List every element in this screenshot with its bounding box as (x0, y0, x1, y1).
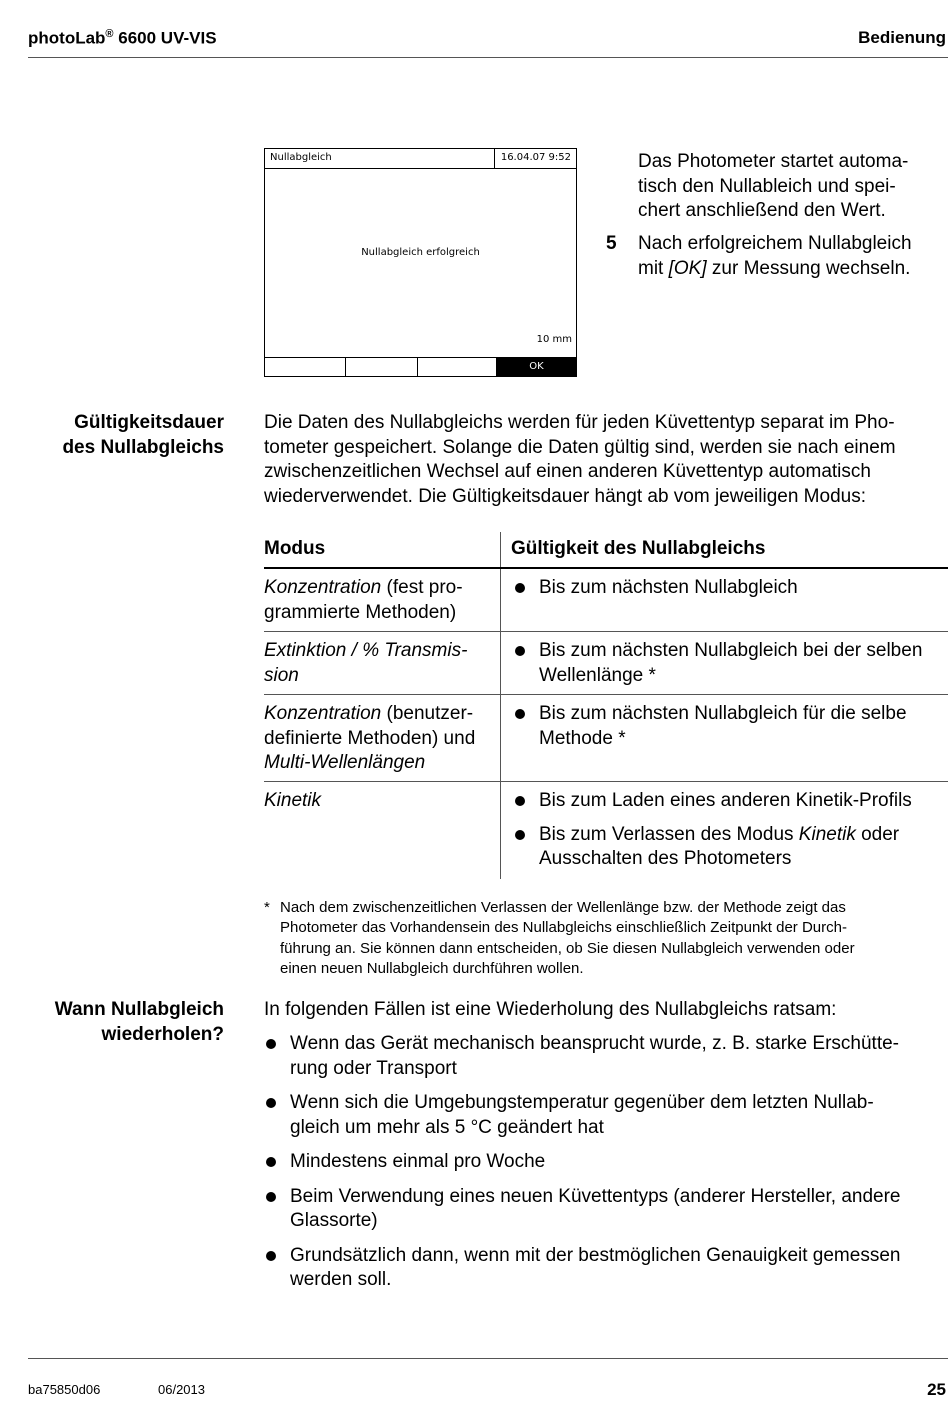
repeat-intro: In folgenden Fällen ist eine Wiederholung des Nullabgleichs ratsam: (264, 999, 837, 1020)
list-item: Mindestens einmal pro Woche (264, 1150, 948, 1175)
row-mode: Extinktion / % Transmis- sion (264, 640, 468, 686)
screen-softkeys (265, 357, 576, 376)
row-mode: Konzentration (fest pro- grammierte Methoden) (264, 577, 463, 623)
header-divider (28, 57, 948, 58)
step-number: 5 (606, 233, 617, 254)
repeat-list (264, 1032, 948, 1303)
table-footnote: * Nach dem zwischenzeitlichen Verlassen der Wellenlänge bzw. der Methode zeigt das Photometer das Vorhandensein des Nullabgleichs einschließlich Zeitpunkt der Durch- führung an. Sie können dann entscheiden, ob Sie diesen Nullabgleich verwenden oder einen neuen Nullabgleich durchführen wollen. (264, 899, 855, 977)
bullet-icon (515, 709, 525, 719)
header-product: photoLab® 6600 UV-VIS (28, 28, 217, 48)
row-mode: Kinetik (264, 790, 322, 811)
validity-paragraph: Die Daten des Nullabgleichs werden für jeden Küvettentyp separat im Pho- tometer gespeichert. Solange die Daten gültig sind, werden sie nach einem zwischenzeitlichen Wechsel auf einen anderen Küvettentyp automatisch wiederverwendet. Die Gültigkeitsdauer hängt ab vom jeweiligen Modus: (264, 412, 896, 507)
footer-date: 06/2013 (158, 1382, 205, 1397)
screen-datetime: 16.04.07 9:52 (494, 149, 576, 169)
step-intro: Das Photometer startet automa- tisch den Nullableich und spei- chert anschließend den Wert. (638, 151, 909, 221)
bullet-icon (266, 1098, 276, 1108)
footer-divider (28, 1358, 948, 1359)
table-row: Konzentration (benutzer- definierte Methoden) und Multi-Wellenlängen Bis zum nächsten Nullabgleich für die selbe Methode * (264, 695, 948, 782)
table-row: Konzentration (fest pro- grammierte Methoden) Bis zum nächsten Nullabgleich (264, 569, 948, 632)
col-header-mode: Modus (264, 538, 326, 559)
device-screen (264, 148, 577, 377)
col-header-validity: Gültigkeit des Nullabgleichs (500, 532, 948, 569)
bullet-icon (515, 830, 525, 840)
page-number: 25 (927, 1380, 946, 1399)
screen-message: Nullabgleich erfolgreich (361, 247, 480, 258)
list-item: Beim Verwendung eines neuen Küvettentyps (anderer Hersteller, andere Glassorte) (264, 1185, 948, 1234)
table-row: Kinetik Bis zum Laden eines anderen Kinetik-Profils Bis zum Verlassen des Modus Kinetik oder Ausschalten des Photometers (264, 782, 948, 879)
header-section: Bedienung (858, 28, 946, 47)
screen-title: Nullabgleich (265, 149, 494, 169)
list-item: Grundsätzlich dann, wenn mit der bestmöglichen Genauigkeit gemessen werden soll. (264, 1244, 948, 1293)
softkey-3 (418, 358, 497, 376)
bullet-icon (266, 1192, 276, 1202)
bullet-icon (515, 796, 525, 806)
bullet-icon (266, 1251, 276, 1261)
table-row: Extinktion / % Transmis- sion Bis zum nächsten Nullabgleich bei der selben Wellenlänge * (264, 632, 948, 695)
bullet-icon (266, 1157, 276, 1167)
side-heading-validity: Gültigkeitsdauer des Nullabgleichs (62, 412, 224, 458)
list-item: Wenn das Gerät mechanisch beansprucht wurde, z. B. starke Erschütte- rung oder Transport (264, 1032, 948, 1081)
bullet-icon (515, 646, 525, 656)
table-header-row (264, 532, 948, 569)
bullet-icon (266, 1039, 276, 1049)
step-5-text: Nach erfolgreichem Nullabgleich mit [OK] zur Messung wechseln. (638, 233, 912, 279)
bullet-icon (515, 583, 525, 593)
footer-doc-id: ba75850d06 (28, 1382, 101, 1397)
softkey-1 (265, 358, 346, 376)
screen-cuvette: 10 mm (536, 334, 572, 345)
softkey-ok: OK (497, 358, 576, 376)
validity-table (264, 532, 948, 879)
softkey-2 (346, 358, 418, 376)
row-mode: Konzentration (benutzer- definierte Methoden) und Multi-Wellenlängen (264, 703, 476, 773)
side-heading-repeat: Wann Nullabgleich wiederholen? (54, 999, 224, 1045)
list-item: Wenn sich die Umgebungstemperatur gegenüber dem letzten Nullab- gleich um mehr als 5 °C geändert hat (264, 1091, 948, 1140)
